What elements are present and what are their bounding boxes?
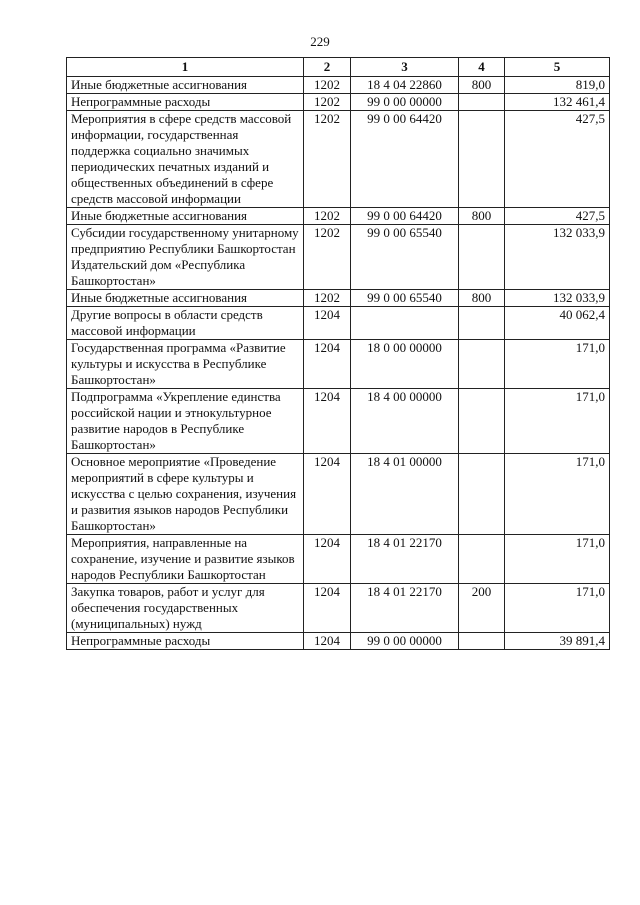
page-number: 229: [310, 34, 330, 49]
row-name-cell: Подпрограмма «Укрепление единства российской нации и этнокультурное развитие народов в Республике Башкортостан»: [67, 389, 304, 454]
row-target-code-cell: 18 4 01 22170: [351, 535, 459, 584]
table-row: [67, 290, 610, 307]
row-section-cell: 1204: [304, 535, 351, 584]
row-section-cell: 1202: [304, 225, 351, 290]
row-target-code-cell: 99 0 00 00000: [351, 633, 459, 650]
row-name-cell: Иные бюджетные ассигнования: [67, 208, 304, 225]
row-amount-cell: 39 891,4: [505, 633, 610, 650]
row-amount-cell: 171,0: [505, 454, 610, 535]
row-section-cell: 1204: [304, 307, 351, 340]
row-amount-cell: 132 461,4: [505, 94, 610, 111]
row-expense-type-cell: [459, 307, 505, 340]
row-target-code-cell: 18 4 04 22860: [351, 77, 459, 94]
row-section-cell: 1202: [304, 208, 351, 225]
row-name-cell: Закупка товаров, работ и услуг для обеспечения государственных (муниципальных) нужд: [67, 584, 304, 633]
row-amount-cell: 40 062,4: [505, 307, 610, 340]
row-expense-type-cell: [459, 389, 505, 454]
row-name-cell: Другие вопросы в области средств массовой информации: [67, 307, 304, 340]
row-target-code-cell: 99 0 00 65540: [351, 290, 459, 307]
table-row: [67, 389, 610, 454]
row-expense-type-cell: [459, 225, 505, 290]
row-section-cell: 1204: [304, 633, 351, 650]
table-row: [67, 208, 610, 225]
table-row: [67, 340, 610, 389]
header-cell-5: 5: [505, 58, 610, 77]
table-row: [67, 94, 610, 111]
row-target-code-cell: 18 4 01 00000: [351, 454, 459, 535]
row-target-code-cell: [351, 307, 459, 340]
row-amount-cell: 819,0: [505, 77, 610, 94]
row-amount-cell: 171,0: [505, 340, 610, 389]
row-target-code-cell: 18 4 00 00000: [351, 389, 459, 454]
row-section-cell: 1204: [304, 454, 351, 535]
table-body: [67, 77, 610, 650]
row-section-cell: 1202: [304, 94, 351, 111]
row-expense-type-cell: [459, 94, 505, 111]
row-target-code-cell: 99 0 00 65540: [351, 225, 459, 290]
table-row: [67, 225, 610, 290]
row-amount-cell: 427,5: [505, 111, 610, 208]
table-row: [67, 77, 610, 94]
row-amount-cell: 171,0: [505, 535, 610, 584]
table-row: [67, 535, 610, 584]
row-expense-type-cell: 200: [459, 584, 505, 633]
row-amount-cell: 132 033,9: [505, 290, 610, 307]
row-section-cell: 1204: [304, 389, 351, 454]
row-amount-cell: 132 033,9: [505, 225, 610, 290]
row-expense-type-cell: 800: [459, 290, 505, 307]
header-row: [67, 58, 610, 77]
row-target-code-cell: 18 0 00 00000: [351, 340, 459, 389]
row-amount-cell: 171,0: [505, 584, 610, 633]
row-section-cell: 1204: [304, 584, 351, 633]
row-name-cell: Непрограммные расходы: [67, 633, 304, 650]
table-row: [67, 454, 610, 535]
row-target-code-cell: 99 0 00 00000: [351, 94, 459, 111]
row-name-cell: Непрограммные расходы: [67, 94, 304, 111]
row-name-cell: Иные бюджетные ассигнования: [67, 290, 304, 307]
row-amount-cell: 171,0: [505, 389, 610, 454]
header-cell-2: 2: [304, 58, 351, 77]
row-name-cell: Субсидии государственному унитарному предприятию Республики Башкортостан Издательский дом «Республика Башкортостан»: [67, 225, 304, 290]
row-name-cell: Мероприятия, направленные на сохранение, изучение и развитие языков народов Республики Башкортостан: [67, 535, 304, 584]
row-name-cell: Государственная программа «Развитие культуры и искусства в Республике Башкортостан»: [67, 340, 304, 389]
table-row: [67, 584, 610, 633]
row-expense-type-cell: [459, 340, 505, 389]
budget-table: [66, 57, 610, 650]
row-section-cell: 1204: [304, 340, 351, 389]
row-amount-cell: 427,5: [505, 208, 610, 225]
row-expense-type-cell: 800: [459, 77, 505, 94]
header-cell-3: 3: [351, 58, 459, 77]
header-cell-1: 1: [67, 58, 304, 77]
row-name-cell: Иные бюджетные ассигнования: [67, 77, 304, 94]
row-target-code-cell: 99 0 00 64420: [351, 208, 459, 225]
row-target-code-cell: 99 0 00 64420: [351, 111, 459, 208]
header-cell-4: 4: [459, 58, 505, 77]
row-expense-type-cell: [459, 633, 505, 650]
row-name-cell: Мероприятия в сфере средств массовой информации, государственная поддержка социально значимых периодических печатных изданий и общественных объединений в сфере средств массовой информации: [67, 111, 304, 208]
table-row: [67, 633, 610, 650]
row-name-cell: Основное мероприятие «Проведение мероприятий в сфере культуры и искусства с целью сохранения, изучения и развития языков народов Республики Башкортостан»: [67, 454, 304, 535]
row-section-cell: 1202: [304, 290, 351, 307]
row-expense-type-cell: [459, 454, 505, 535]
row-section-cell: 1202: [304, 111, 351, 208]
row-target-code-cell: 18 4 01 22170: [351, 584, 459, 633]
row-expense-type-cell: [459, 111, 505, 208]
row-expense-type-cell: [459, 535, 505, 584]
row-section-cell: 1202: [304, 77, 351, 94]
table-row: [67, 307, 610, 340]
row-expense-type-cell: 800: [459, 208, 505, 225]
table-row: [67, 111, 610, 208]
